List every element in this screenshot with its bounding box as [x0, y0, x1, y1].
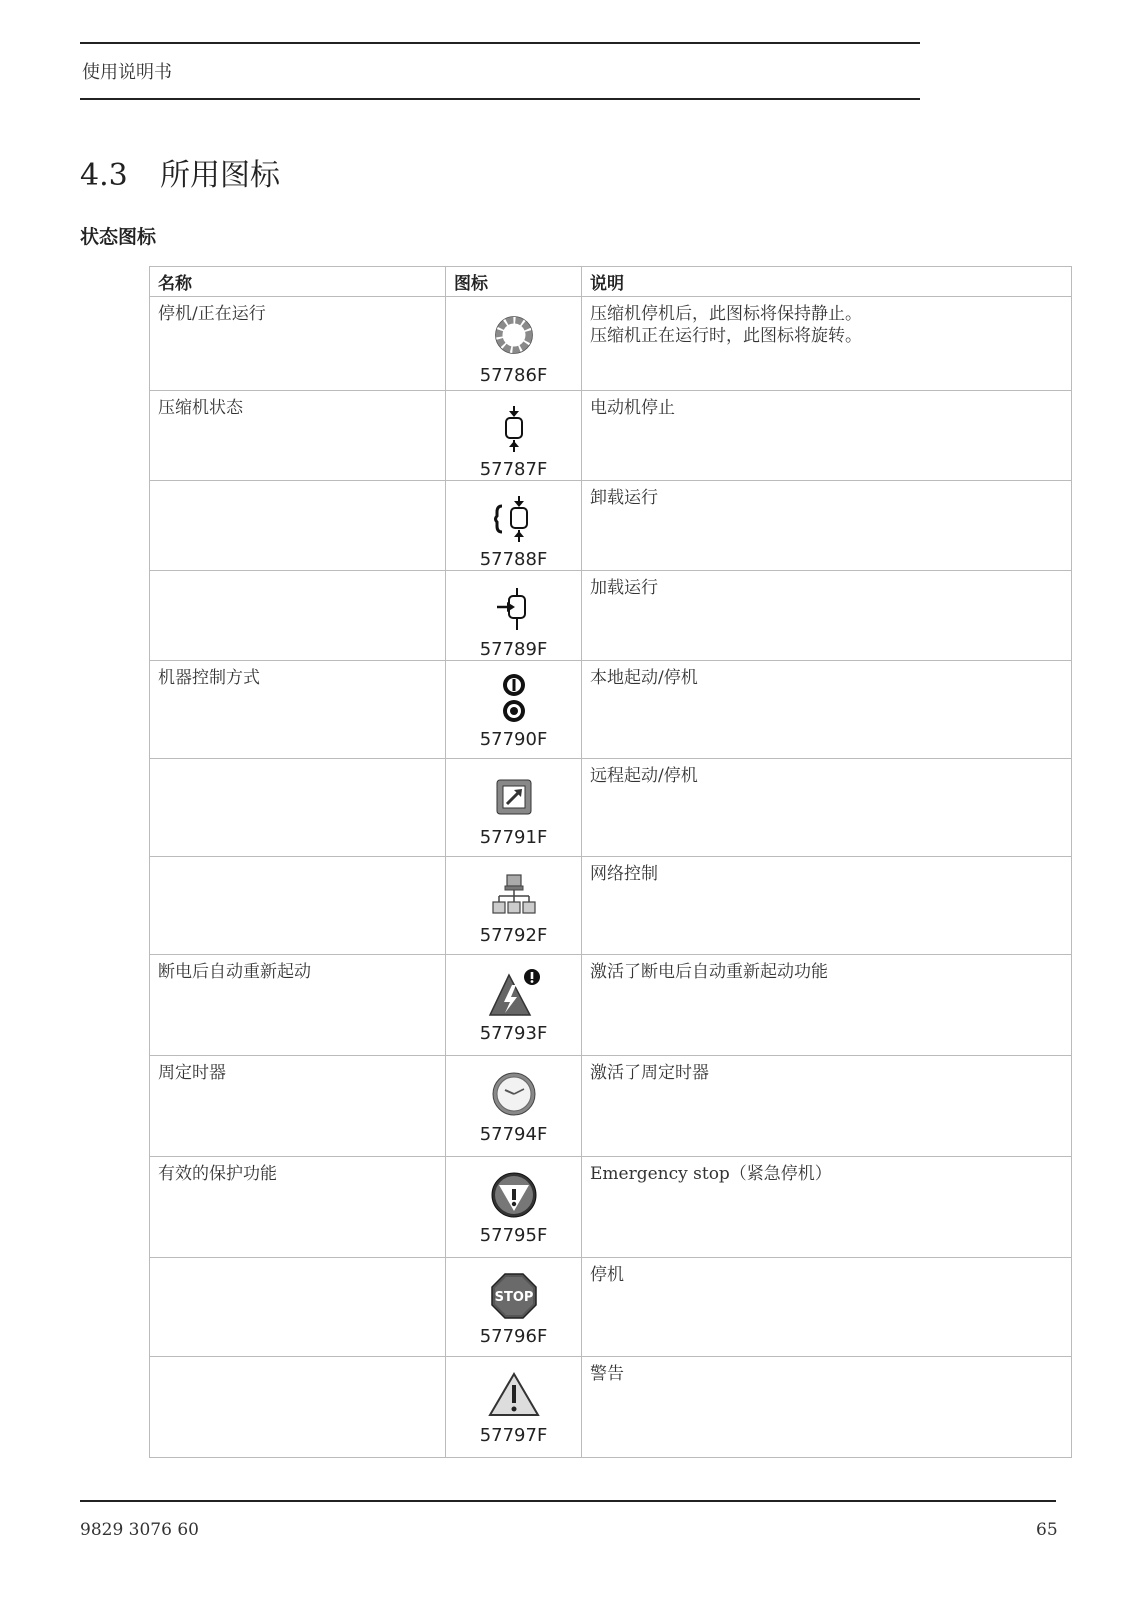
row-description [582, 297, 1072, 391]
table-row [150, 297, 1072, 391]
subsection-heading: 状态图标 [80, 226, 157, 248]
table-row [150, 1258, 1072, 1357]
icon-code: 57796F [479, 1326, 548, 1347]
row-name [150, 857, 446, 955]
row-icon-cell [446, 759, 582, 857]
table-row [150, 1357, 1072, 1458]
stop-sign-text: STOP [494, 1290, 533, 1305]
header-icon: 图标 [446, 267, 582, 297]
row-description [582, 571, 1072, 661]
ring-icon [446, 307, 581, 363]
description-line: 电动机停止 [590, 398, 675, 418]
network-control-icon [446, 867, 581, 923]
row-icon-cell [446, 955, 582, 1056]
loaded-icon [446, 581, 581, 637]
row-icon-cell [446, 1056, 582, 1157]
description-line: 网络控制 [590, 864, 658, 884]
section-number: 4.3 [80, 158, 128, 193]
row-name [150, 759, 446, 857]
row-description [582, 857, 1072, 955]
row-description [582, 481, 1072, 571]
row-icon-cell [446, 391, 582, 481]
row-name [150, 1357, 446, 1458]
table-row [150, 857, 1072, 955]
row-description [582, 1157, 1072, 1258]
table-row [150, 1157, 1072, 1258]
table-header-row [150, 267, 1072, 297]
icon-code: 57790F [479, 729, 548, 750]
row-icon-cell [446, 1157, 582, 1258]
description-line: 加载运行 [590, 578, 658, 598]
row-description [582, 1258, 1072, 1357]
table-row [150, 1056, 1072, 1157]
row-name: 压缩机状态 [150, 391, 446, 481]
clock-icon [446, 1066, 581, 1122]
row-icon-cell [446, 1357, 582, 1458]
header-bottom-rule [80, 98, 920, 100]
row-name: 断电后自动重新起动 [150, 955, 446, 1056]
section-title: 所用图标 [160, 158, 280, 193]
row-icon-cell [446, 571, 582, 661]
section-heading [80, 150, 280, 194]
table-row [150, 955, 1072, 1056]
description-line: 远程起动/停机 [590, 766, 698, 786]
description-line: 压缩机正在运行时，此图标将旋转。 [590, 326, 862, 346]
description-line: 卸载运行 [590, 488, 658, 508]
row-name [150, 481, 446, 571]
table-row [150, 481, 1072, 571]
header-name: 名称 [150, 267, 446, 297]
row-icon-cell [446, 661, 582, 759]
warning-icon [446, 1367, 581, 1423]
row-description [582, 391, 1072, 481]
row-description [582, 955, 1072, 1056]
icon-code: 57794F [479, 1124, 548, 1145]
footer-rule [80, 1500, 1056, 1502]
icon-code: 57789F [479, 639, 548, 660]
stop-sign-icon [446, 1268, 581, 1324]
table-row [150, 391, 1072, 481]
description-line: 激活了周定时器 [590, 1063, 709, 1083]
description-line: 本地起动/停机 [590, 668, 698, 688]
unloaded-icon [446, 491, 581, 547]
row-icon-cell [446, 1258, 582, 1357]
table-row [150, 759, 1072, 857]
icon-code: 57797F [479, 1425, 548, 1446]
status-icon-table [149, 266, 1072, 1458]
icon-code: 57792F [479, 925, 548, 946]
row-description [582, 1357, 1072, 1458]
header-desc: 说明 [582, 267, 1072, 297]
row-icon-cell [446, 857, 582, 955]
row-icon-cell [446, 481, 582, 571]
icon-code: 57793F [479, 1023, 548, 1044]
icon-code: 57788F [479, 549, 548, 570]
header-top-rule [80, 42, 920, 44]
header-title: 使用说明书 [82, 62, 172, 83]
row-name: 机器控制方式 [150, 661, 446, 759]
footer-page-number: 65 [1036, 1520, 1058, 1540]
icon-code: 57795F [479, 1225, 548, 1246]
row-description [582, 661, 1072, 759]
footer-doc-number: 9829 3076 60 [80, 1520, 199, 1540]
row-name [150, 571, 446, 661]
remote-control-icon [446, 769, 581, 825]
description-line: Emergency stop（紧急停机） [590, 1164, 832, 1184]
row-name [150, 1258, 446, 1357]
icon-code: 57787F [479, 459, 548, 480]
local-control-icon [446, 671, 581, 727]
emergency-stop-icon [446, 1167, 581, 1223]
row-description [582, 1056, 1072, 1157]
description-line: 警告 [590, 1364, 624, 1384]
icon-code: 57791F [479, 827, 548, 848]
row-name: 停机/正在运行 [150, 297, 446, 391]
row-name: 有效的保护功能 [150, 1157, 446, 1258]
row-description [582, 759, 1072, 857]
description-line: 压缩机停机后，此图标将保持静止。 [590, 304, 862, 324]
description-line: 停机 [590, 1265, 624, 1285]
row-name: 周定时器 [150, 1056, 446, 1157]
icon-code: 57786F [479, 365, 548, 386]
motor-stopped-icon [446, 401, 581, 457]
table-row [150, 661, 1072, 759]
auto-restart-icon [446, 965, 581, 1021]
row-icon-cell [446, 297, 582, 391]
table-row [150, 571, 1072, 661]
description-line: 激活了断电后自动重新起动功能 [590, 962, 828, 982]
